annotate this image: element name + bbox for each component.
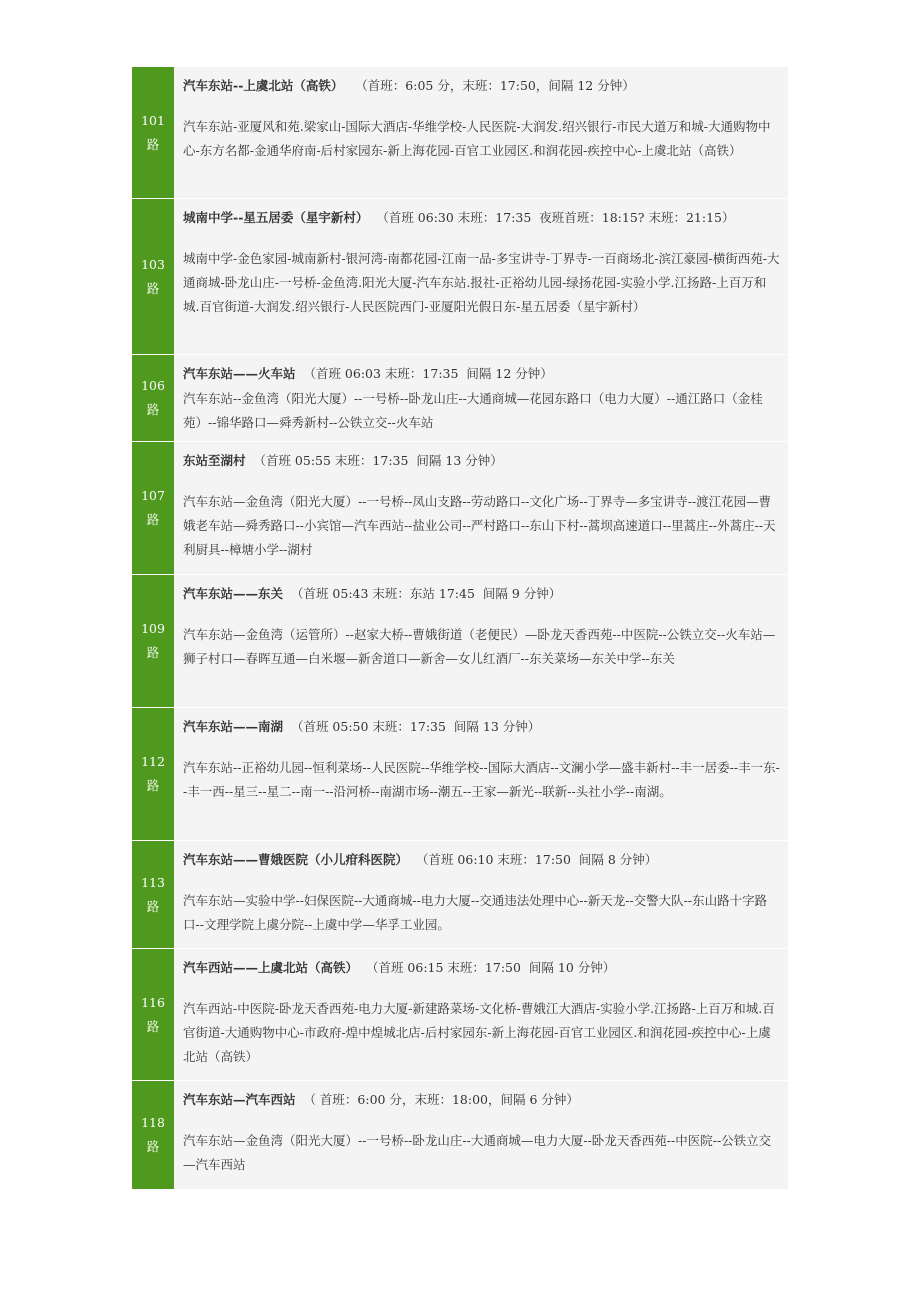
route-number: 101 xyxy=(141,112,165,128)
route-row xyxy=(132,355,788,442)
route-unit: 路 xyxy=(146,280,160,296)
route-number-cell xyxy=(132,841,174,948)
route-number-cell xyxy=(132,1081,174,1189)
route-unit: 路 xyxy=(146,402,160,417)
route-title: 汽车东站--上虞北站（高铁） xyxy=(183,78,344,93)
route-row xyxy=(132,199,788,355)
route-unit: 路 xyxy=(146,1139,160,1154)
route-number-cell xyxy=(132,708,174,840)
route-title: 汽车东站——火车站 xyxy=(183,366,296,381)
route-schedule: （首班 05:50 末班：17:35 间隔 13 分钟） xyxy=(283,719,541,734)
route-number: 116 xyxy=(141,994,165,1010)
route-unit: 路 xyxy=(146,512,160,527)
route-schedule: （首班 05:43 末班：东站 17:45 间隔 9 分钟） xyxy=(283,586,562,601)
route-number-cell xyxy=(132,67,174,198)
route-schedule: （首班 06:30 末班：17:35 夜班首班：18:15? 末班：21:15） xyxy=(368,210,735,225)
route-schedule: （首班 06:10 末班：17:50 间隔 8 分钟） xyxy=(408,852,658,867)
route-number-cell xyxy=(132,575,174,707)
route-title: 汽车西站——上虞北站（高铁） xyxy=(183,960,359,975)
route-row xyxy=(132,949,788,1081)
route-schedule: （首班 05:55 末班：17:35 间隔 13 分钟） xyxy=(245,453,503,468)
route-row xyxy=(132,841,788,949)
route-content xyxy=(174,841,788,948)
route-number: 112 xyxy=(141,754,165,769)
route-content xyxy=(174,442,788,574)
route-stops: 汽车东站—金鱼湾（运管所）--赵家大桥--曹娥街道（老便民）—卧龙天香西苑--中医院--公铁立交--火车站—狮子村口—春晖互通—白米堰—新舍道口—新舍—女儿红酒厂--东关菜场—东关中学--东关 xyxy=(183,627,776,666)
route-title: 城南中学--星五居委（星宇新村） xyxy=(183,210,369,225)
route-content xyxy=(174,575,788,707)
route-row xyxy=(132,1081,788,1190)
route-unit: 路 xyxy=(146,136,160,152)
route-schedule: （首班 06:03 末班：17:35 间隔 12 分钟） xyxy=(295,366,553,381)
route-number: 109 xyxy=(141,621,165,636)
route-row xyxy=(132,442,788,575)
route-content xyxy=(174,1081,788,1189)
route-unit: 路 xyxy=(146,898,160,914)
route-row xyxy=(132,708,788,841)
route-content xyxy=(174,67,788,198)
route-content xyxy=(174,708,788,840)
route-schedule: （首班：6:05 分，末班：17:50，间隔 12 分钟） xyxy=(343,78,635,93)
route-number-cell xyxy=(132,442,174,574)
route-number: 103 xyxy=(141,256,165,272)
route-stops: 汽车东站--正裕幼儿园--恒利菜场--人民医院--华维学校--国际大酒店--文澜小学—盛丰新村--丰一居委--丰一东--丰一西--星三--星二--南一--沿河桥--南湖市场--潮五--王家—新光--联新--头社小学--南湖。 xyxy=(183,760,780,799)
route-header xyxy=(183,365,781,383)
route-stops: 汽车东站-亚厦风和苑.梁家山-国际大酒店-华维学校-人民医院-大润发.绍兴银行-市民大道万和城-大通购物中心-东方名都-金通华府南-后村家园东-新上海花园-百官工业园区.和润花园-疾控中心-上虞北站（高铁） xyxy=(183,119,771,158)
route-header xyxy=(183,1091,781,1109)
route-content xyxy=(174,199,788,354)
route-content xyxy=(174,355,788,441)
route-number: 118 xyxy=(141,1115,165,1130)
route-number-cell xyxy=(132,355,174,441)
route-header xyxy=(183,718,781,736)
route-stops: 汽车东站—实验中学--妇保医院--大通商城--电力大厦--交通违法处理中心--新天龙--交警大队--东山路十字路口--文理学院上虞分院--上虞中学—华孚工业园。 xyxy=(183,893,768,932)
route-header xyxy=(183,209,781,227)
route-title: 汽车东站—汽车西站 xyxy=(183,1092,296,1107)
bus-route-table xyxy=(132,67,788,1190)
route-stops: 汽车东站—金鱼湾（阳光大厦）--一号桥--卧龙山庄--大通商城—电力大厦--卧龙天香西苑--中医院--公铁立交—汽车西站 xyxy=(183,1133,772,1172)
route-header xyxy=(183,452,781,470)
route-row xyxy=(132,575,788,708)
route-stops: 汽车东站--金鱼湾（阳光大厦）--一号桥--卧龙山庄--大通商城—花园东路口（电力大厦）--通江路口（金桂苑）--锦华路口—舜秀新村--公铁立交--火车站 xyxy=(183,391,763,430)
route-unit: 路 xyxy=(146,645,160,660)
route-content xyxy=(174,949,788,1080)
route-schedule: （首班 06:15 末班：17:50 间隔 10 分钟） xyxy=(358,960,616,975)
route-stops: 汽车东站—金鱼湾（阳光大厦）--一号桥--凤山支路--劳动路口--文化广场--丁界寺—多宝讲寺--渡江花园—曹娥老车站—舜秀路口--小宾馆—汽车西站--盐业公司--严村路口--东山下村--蒿坝高速道口--里蒿庄--外蒿庄--天利厨具--樟塘小学--湖村 xyxy=(183,494,776,557)
route-header xyxy=(183,959,781,977)
route-header xyxy=(183,77,781,95)
route-schedule: （ 首班：6:00 分，末班：18:00，间隔 6 分钟） xyxy=(295,1092,579,1107)
route-header xyxy=(183,585,781,603)
route-number-cell xyxy=(132,949,174,1080)
route-title: 汽车东站——曹娥医院（小儿疳科医院） xyxy=(183,852,409,867)
route-row xyxy=(132,67,788,199)
route-stops: 汽车西站-中医院-卧龙天香西苑-电力大厦-新建路菜场-文化桥-曹娥江大酒店-实验小学.江扬路-上百万和城.百官街道-大通购物中心-市政府-煌中煌城北店-后村家园东-新上海花园-百官工业园区.和润花园-疾控中心-上虞北站（高铁） xyxy=(183,1001,775,1064)
route-unit: 路 xyxy=(146,1018,160,1034)
route-title: 东站至湖村 xyxy=(183,453,246,468)
route-number: 107 xyxy=(141,488,165,503)
route-header xyxy=(183,851,781,869)
route-unit: 路 xyxy=(146,778,160,793)
route-number: 106 xyxy=(141,378,165,393)
route-title: 汽车东站——东关 xyxy=(183,586,284,601)
route-stops: 城南中学-金色家园-城南新村-银河湾-南都花园-江南一品-多宝讲寺-丁界寺-一百商场北-滨江豪园-横街西苑-大通商城-卧龙山庄-一号桥-金鱼湾.阳光大厦-汽车东站.报社-正裕幼儿园-绿扬花园-实验小学.江扬路-上百万和城.百官街道-大润发.绍兴银行-人民医院西门-亚厦阳光假日东-星五居委（星宇新村） xyxy=(183,251,780,314)
route-number: 113 xyxy=(141,874,165,890)
route-title: 汽车东站——南湖 xyxy=(183,719,284,734)
route-number-cell xyxy=(132,199,174,354)
